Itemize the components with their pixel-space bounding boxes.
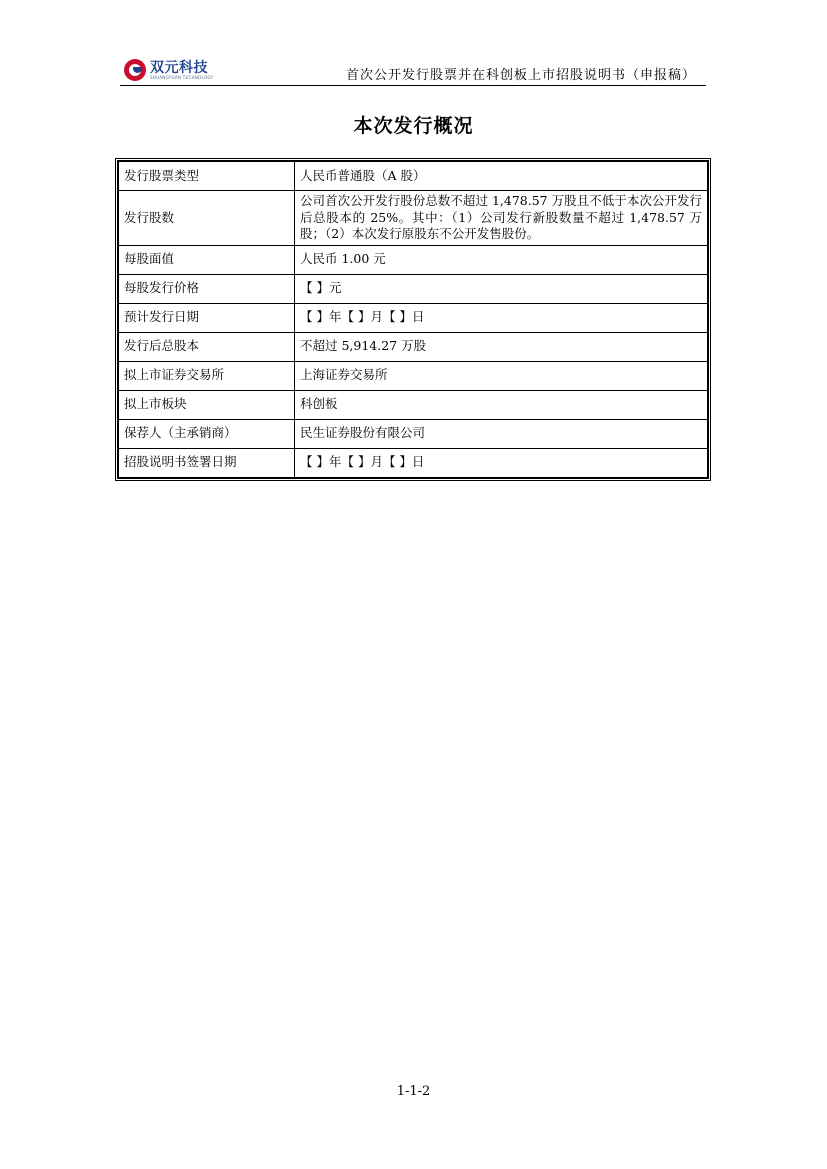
table-row <box>119 448 708 477</box>
row-label: 拟上市证券交易所 <box>119 361 295 390</box>
offering-overview-table <box>115 158 711 481</box>
table-row <box>119 303 708 332</box>
row-value: 民生证券股份有限公司 <box>295 419 708 448</box>
document-title: 首次公开发行股票并在科创板上市招股说明书（申报稿） <box>345 68 696 83</box>
table-row <box>119 191 708 246</box>
logo-mark-icon <box>124 59 146 81</box>
table-row <box>119 162 708 191</box>
row-label: 每股面值 <box>119 245 295 274</box>
row-label: 每股发行价格 <box>119 274 295 303</box>
row-value: 不超过 5,914.27 万股 <box>295 332 708 361</box>
row-value: 人民币 1.00 元 <box>295 245 708 274</box>
row-label: 发行股票类型 <box>119 162 295 191</box>
row-value: 【 】元 <box>295 274 708 303</box>
row-value: 人民币普通股（A 股） <box>295 162 708 191</box>
row-label: 预计发行日期 <box>119 303 295 332</box>
logo-subtext: SHUANGYUAN TECHNOLOGY <box>150 74 214 80</box>
logo-text: 双元科技 <box>150 59 208 76</box>
page-number: 1-1-2 <box>396 1084 431 1099</box>
table-row <box>119 361 708 390</box>
page-title: 本次发行概况 <box>353 115 474 137</box>
row-value: 上海证券交易所 <box>295 361 708 390</box>
row-value: 【 】年【 】月【 】日 <box>295 303 708 332</box>
table-row <box>119 245 708 274</box>
row-label: 发行后总股本 <box>119 332 295 361</box>
row-value: 科创板 <box>295 390 708 419</box>
row-label: 招股说明书签署日期 <box>119 448 295 477</box>
row-label: 发行股数 <box>119 191 295 246</box>
page-header <box>120 55 706 86</box>
row-value: 【 】年【 】月【 】日 <box>295 448 708 477</box>
row-value: 公司首次公开发行股份总数不超过 1,478.57 万股且不低于本次公开发行后总股本的 25%。其中：（1）公司发行新股数量不超过 1,478.57 万股；（2）本次发行原股东不公开发售股份。 <box>295 191 708 246</box>
table-row <box>119 419 708 448</box>
table-row <box>119 274 708 303</box>
table-row <box>119 390 708 419</box>
company-logo <box>124 58 213 82</box>
row-label: 拟上市板块 <box>119 390 295 419</box>
row-label: 保荐人（主承销商） <box>119 419 295 448</box>
table-row <box>119 332 708 361</box>
